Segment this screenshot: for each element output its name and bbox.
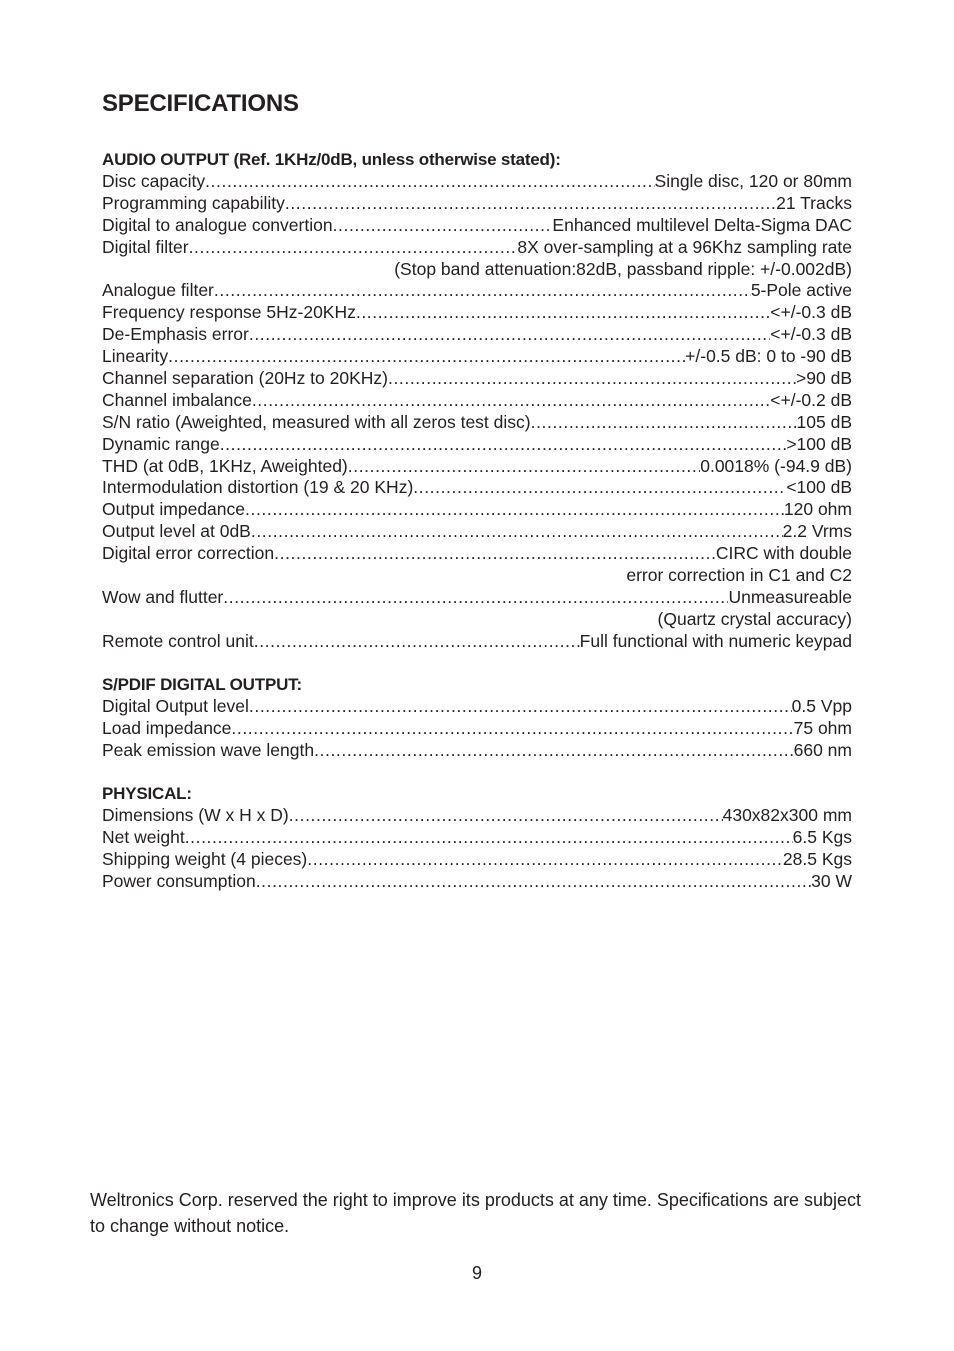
spec-label: Digital error correction: [102, 543, 275, 564]
disclaimer-note: Weltronics Corp. reserved the right to improve its products at any time. Specifications are subject to change without notice.: [90, 1190, 862, 1236]
spec-row: [102, 237, 852, 259]
spec-value: 5-Pole active: [750, 280, 852, 301]
dot-leader: [289, 805, 723, 827]
spec-row: [102, 827, 852, 849]
spec-value: 105 dB: [796, 411, 852, 432]
spec-value: 30 W: [811, 870, 852, 891]
spec-value: 430x82x300 mm: [722, 805, 852, 825]
spec-row: [102, 456, 852, 478]
spec-row: [102, 477, 852, 499]
spec-value: 2.2 Vrms: [782, 521, 852, 542]
spec-value: <100 dB: [786, 477, 852, 498]
dot-leader: [256, 871, 811, 893]
audio-output-section: [102, 149, 852, 653]
dot-leader: [388, 368, 796, 390]
spec-row: [102, 805, 852, 827]
spec-label: Frequency response 5Hz-20KHz: [102, 302, 356, 323]
page-title: SPECIFICATIONS: [102, 90, 299, 117]
spec-row: [102, 346, 852, 368]
dot-leader: [168, 346, 685, 368]
spec-row: [102, 215, 852, 237]
spec-label: Channel separation (20Hz to 20KHz): [102, 368, 388, 389]
spec-row: [102, 696, 852, 718]
dot-leader: [333, 215, 553, 237]
dot-leader: [245, 499, 784, 521]
spec-value-continuation: (Stop band attenuation:82dB, passband ripple: +/-0.002dB): [394, 258, 852, 279]
spec-label: Programming capability: [102, 192, 285, 213]
spdif-output-section: [102, 674, 852, 762]
section-heading: S/PDIF DIGITAL OUTPUT:: [102, 675, 302, 694]
dot-leader: [220, 434, 787, 456]
spec-label: Peak emission wave length: [102, 739, 315, 760]
spec-value: Unmeasureable: [728, 586, 852, 607]
dot-leader: [348, 456, 700, 478]
spec-row: [102, 740, 852, 762]
spec-row: [102, 434, 852, 456]
spec-value: <+/-0.2 dB: [770, 389, 852, 410]
spec-label: Output impedance: [102, 499, 246, 520]
spec-label: Analogue filter: [102, 280, 214, 301]
spec-row: [102, 280, 852, 302]
dot-leader: [205, 171, 654, 193]
spec-row: [102, 543, 852, 565]
spec-row: [102, 499, 852, 521]
spec-value: Full functional with numeric keypad: [579, 630, 852, 651]
spec-row: [102, 849, 852, 871]
dot-leader: [254, 631, 580, 653]
spec-value: >90 dB: [796, 368, 852, 389]
spec-row: [102, 302, 852, 324]
spec-label: Digital to analogue convertion: [102, 214, 333, 235]
spec-row: [102, 193, 852, 215]
spec-value: 660 nm: [793, 739, 852, 760]
spec-value: 0.5 Vpp: [791, 696, 852, 716]
spec-value: >100 dB: [786, 433, 852, 454]
dot-leader: [214, 280, 751, 302]
dot-leader: [252, 390, 770, 412]
spec-value: 8X over-sampling at a 96Khz sampling rate: [517, 236, 852, 257]
spec-value: CIRC with double: [715, 543, 852, 564]
dot-leader: [307, 849, 783, 871]
spec-value: 0.0018% (-94.9 dB): [700, 455, 852, 476]
spec-value: <+/-0.3 dB: [770, 302, 852, 323]
section-heading: PHYSICAL:: [102, 784, 192, 803]
spec-row: [102, 368, 852, 390]
spec-row: [102, 587, 852, 609]
spec-label: THD (at 0dB, 1KHz, Aweighted): [102, 455, 348, 476]
spec-label: Net weight: [102, 826, 185, 847]
spec-value: 75 ohm: [793, 717, 852, 738]
spec-value: 120 ohm: [783, 499, 852, 520]
dot-leader: [185, 827, 793, 849]
dot-leader: [249, 324, 770, 346]
spec-label: Shipping weight (4 pieces): [102, 848, 308, 869]
spec-label: Channel imbalance: [102, 389, 252, 410]
spec-value: 21 Tracks: [776, 192, 852, 213]
spec-value: +/-0.5 dB: 0 to -90 dB: [685, 346, 852, 367]
spec-value-continuation: error correction in C1 and C2: [626, 565, 852, 586]
dot-leader: [531, 412, 797, 434]
spec-label: Dimensions (W x H x D): [102, 805, 289, 825]
spec-label: De-Emphasis error: [102, 324, 249, 345]
spec-value: 28.5 Kgs: [782, 848, 852, 869]
spec-label: Disc capacity: [102, 171, 206, 191]
dot-leader: [251, 521, 783, 543]
spec-label: Wow and flutter: [102, 586, 224, 607]
spec-list: [102, 171, 852, 653]
spec-label: Remote control unit: [102, 630, 254, 651]
spec-label: S/N ratio (Aweighted, measured with all zeros test disc): [102, 411, 531, 432]
spec-list: [102, 805, 852, 893]
spec-value: <+/-0.3 dB: [770, 324, 852, 345]
dot-leader: [231, 718, 793, 740]
spec-value: Single disc, 120 or 80mm: [654, 171, 852, 191]
spec-label: Intermodulation distortion (19 & 20 KHz): [102, 477, 414, 498]
dot-leader: [356, 302, 770, 324]
page-number: 9: [471, 1263, 482, 1283]
spec-value: 6.5 Kgs: [792, 826, 852, 847]
dot-leader: [249, 696, 792, 718]
spec-row: [102, 412, 852, 434]
dot-leader: [274, 543, 716, 565]
dot-leader: [285, 193, 776, 215]
spec-label: Linearity: [102, 346, 169, 367]
spec-list: [102, 696, 852, 762]
dot-leader: [314, 740, 794, 762]
physical-section: [102, 783, 852, 893]
dot-leader: [413, 477, 786, 499]
spec-label: Load impedance: [102, 717, 232, 738]
spec-label: Digital Output level: [102, 696, 249, 716]
section-heading: AUDIO OUTPUT (Ref. 1KHz/0dB, unless otherwise stated):: [102, 150, 561, 169]
spec-value: Enhanced multilevel Delta-Sigma DAC: [552, 214, 852, 235]
spec-label: Output level at 0dB: [102, 521, 251, 542]
spec-label: Digital filter: [102, 236, 189, 257]
spec-label: Power consumption: [102, 870, 256, 891]
spec-row: [102, 631, 852, 653]
dot-leader: [189, 237, 518, 259]
spec-label: Dynamic range: [102, 433, 220, 454]
spec-row: [102, 171, 852, 193]
spec-row: [102, 718, 852, 740]
spec-row: [102, 324, 852, 346]
spec-value-continuation: (Quartz crystal accuracy): [657, 608, 852, 629]
spec-row: [102, 871, 852, 893]
spec-row: [102, 521, 852, 543]
dot-leader: [223, 587, 728, 609]
spec-row: [102, 390, 852, 412]
